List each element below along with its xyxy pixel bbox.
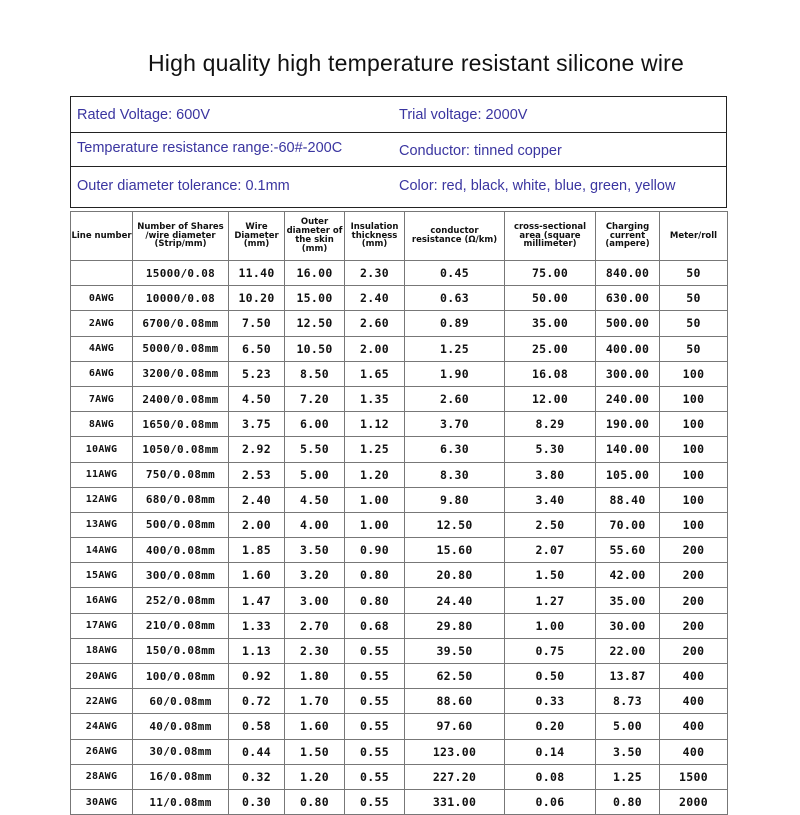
cell-wire-diameter: 0.32 — [229, 764, 285, 789]
cell-current: 55.60 — [596, 538, 660, 563]
cell-resistance: 24.40 — [405, 588, 505, 613]
cell-resistance: 15.60 — [405, 538, 505, 563]
cell-meter-roll: 400 — [660, 664, 728, 689]
cell-resistance: 0.45 — [405, 261, 505, 286]
cell-wire-diameter: 0.44 — [229, 739, 285, 764]
cell-line-number: 15AWG — [71, 563, 133, 588]
cell-insulation: 2.60 — [345, 311, 405, 336]
cell-current: 500.00 — [596, 311, 660, 336]
cell-current: 300.00 — [596, 361, 660, 386]
cell-outer-diameter: 2.30 — [285, 638, 345, 663]
cell-meter-roll: 400 — [660, 689, 728, 714]
cell-resistance: 39.50 — [405, 638, 505, 663]
cell-wire-diameter: 0.30 — [229, 789, 285, 814]
cell-outer-diameter: 10.50 — [285, 336, 345, 361]
cell-meter-roll: 100 — [660, 412, 728, 437]
header-outer-diameter: Outer diameter of the skin (mm) — [285, 212, 345, 261]
spec-row — [71, 132, 726, 167]
cell-insulation: 0.80 — [345, 563, 405, 588]
cell-cross-section: 12.00 — [505, 386, 596, 411]
cell-outer-diameter: 1.50 — [285, 739, 345, 764]
cell-shares: 750/0.08mm — [133, 462, 229, 487]
table-row — [71, 336, 728, 361]
table-row — [71, 462, 728, 487]
cell-shares: 3200/0.08mm — [133, 361, 229, 386]
cell-shares: 11/0.08mm — [133, 789, 229, 814]
cell-cross-section: 1.00 — [505, 613, 596, 638]
cell-insulation: 1.00 — [345, 512, 405, 537]
wire-colors: Color: red, black, white, blue, green, yellow — [399, 178, 676, 194]
cell-insulation: 1.65 — [345, 361, 405, 386]
cell-shares: 210/0.08mm — [133, 613, 229, 638]
cell-meter-roll: 200 — [660, 538, 728, 563]
cell-resistance: 1.25 — [405, 336, 505, 361]
cell-insulation: 1.00 — [345, 487, 405, 512]
cell-meter-roll: 200 — [660, 638, 728, 663]
cell-insulation: 1.35 — [345, 386, 405, 411]
cell-outer-diameter: 5.00 — [285, 462, 345, 487]
cell-cross-section: 0.08 — [505, 764, 596, 789]
cell-meter-roll: 50 — [660, 261, 728, 286]
table-row — [71, 714, 728, 739]
cell-cross-section: 2.07 — [505, 538, 596, 563]
rated-voltage: Rated Voltage: 600V — [77, 107, 211, 123]
cell-line-number: 6AWG — [71, 361, 133, 386]
cell-insulation: 1.12 — [345, 412, 405, 437]
cell-resistance: 29.80 — [405, 613, 505, 638]
cell-line-number: 4AWG — [71, 336, 133, 361]
cell-wire-diameter: 1.47 — [229, 588, 285, 613]
cell-current: 22.00 — [596, 638, 660, 663]
cell-wire-diameter: 6.50 — [229, 336, 285, 361]
cell-line-number: 14AWG — [71, 538, 133, 563]
cell-outer-diameter: 7.20 — [285, 386, 345, 411]
cell-line-number: 0AWG — [71, 286, 133, 311]
header-cross-section: cross-sectional area (square millimeter) — [505, 212, 596, 261]
cell-resistance: 12.50 — [405, 512, 505, 537]
cell-wire-diameter: 3.75 — [229, 412, 285, 437]
cell-cross-section: 50.00 — [505, 286, 596, 311]
header-meter-roll: Meter/roll — [660, 212, 728, 261]
header-current: Charging current (ampere) — [596, 212, 660, 261]
cell-line-number: 13AWG — [71, 512, 133, 537]
cell-insulation: 2.30 — [345, 261, 405, 286]
cell-insulation: 1.25 — [345, 437, 405, 462]
header-shares: Number of Shares /wire diameter (Strip/mm) — [133, 212, 229, 261]
cell-resistance: 2.60 — [405, 386, 505, 411]
cell-shares: 500/0.08mm — [133, 512, 229, 537]
page-title: High quality high temperature resistant silicone wire — [147, 50, 685, 76]
cell-meter-roll: 200 — [660, 613, 728, 638]
cell-meter-roll: 2000 — [660, 789, 728, 814]
cell-wire-diameter: 0.92 — [229, 664, 285, 689]
table-row — [71, 261, 728, 286]
cell-resistance: 9.80 — [405, 487, 505, 512]
cell-meter-roll: 100 — [660, 512, 728, 537]
cell-meter-roll: 50 — [660, 311, 728, 336]
cell-line-number: 22AWG — [71, 689, 133, 714]
cell-current: 3.50 — [596, 739, 660, 764]
cell-resistance: 20.80 — [405, 563, 505, 588]
cell-cross-section: 16.08 — [505, 361, 596, 386]
cell-resistance: 6.30 — [405, 437, 505, 462]
cell-meter-roll: 100 — [660, 437, 728, 462]
cell-meter-roll: 50 — [660, 336, 728, 361]
cell-shares: 1650/0.08mm — [133, 412, 229, 437]
spec-row — [71, 97, 726, 133]
cell-outer-diameter: 16.00 — [285, 261, 345, 286]
cell-shares: 300/0.08mm — [133, 563, 229, 588]
table-row — [71, 638, 728, 663]
wire-spec-table — [70, 211, 728, 815]
table-row — [71, 739, 728, 764]
table-row — [71, 412, 728, 437]
cell-cross-section: 25.00 — [505, 336, 596, 361]
cell-outer-diameter: 1.60 — [285, 714, 345, 739]
cell-wire-diameter: 1.33 — [229, 613, 285, 638]
spec-row — [71, 166, 726, 206]
cell-wire-diameter: 2.92 — [229, 437, 285, 462]
cell-current: 88.40 — [596, 487, 660, 512]
cell-line-number: 20AWG — [71, 664, 133, 689]
cell-cross-section: 3.40 — [505, 487, 596, 512]
cell-shares: 252/0.08mm — [133, 588, 229, 613]
cell-insulation: 0.55 — [345, 789, 405, 814]
cell-outer-diameter: 6.00 — [285, 412, 345, 437]
cell-outer-diameter: 3.00 — [285, 588, 345, 613]
temperature-range: Temperature resistance range:-60#-200C — [77, 140, 343, 156]
cell-outer-diameter: 1.20 — [285, 764, 345, 789]
cell-shares: 6700/0.08mm — [133, 311, 229, 336]
cell-shares: 5000/0.08mm — [133, 336, 229, 361]
cell-outer-diameter: 2.70 — [285, 613, 345, 638]
header-resistance: conductor resistance (Ω/km) — [405, 212, 505, 261]
cell-current: 630.00 — [596, 286, 660, 311]
cell-current: 42.00 — [596, 563, 660, 588]
cell-wire-diameter: 2.40 — [229, 487, 285, 512]
table-row — [71, 588, 728, 613]
cell-insulation: 0.68 — [345, 613, 405, 638]
cell-line-number: 8AWG — [71, 412, 133, 437]
cell-shares: 40/0.08mm — [133, 714, 229, 739]
cell-current: 1.25 — [596, 764, 660, 789]
table-row — [71, 286, 728, 311]
cell-wire-diameter: 4.50 — [229, 386, 285, 411]
cell-cross-section: 8.29 — [505, 412, 596, 437]
trial-voltage: Trial voltage: 2000V — [399, 107, 528, 123]
cell-outer-diameter: 4.00 — [285, 512, 345, 537]
header-insulation: Insulation thickness (mm) — [345, 212, 405, 261]
cell-resistance: 8.30 — [405, 462, 505, 487]
cell-line-number: 12AWG — [71, 487, 133, 512]
cell-current: 840.00 — [596, 261, 660, 286]
table-row — [71, 689, 728, 714]
cell-resistance: 0.63 — [405, 286, 505, 311]
cell-cross-section: 0.06 — [505, 789, 596, 814]
conductor-material: Conductor: tinned copper — [399, 143, 562, 159]
cell-line-number: 10AWG — [71, 437, 133, 462]
cell-wire-diameter: 2.00 — [229, 512, 285, 537]
cell-line-number: 18AWG — [71, 638, 133, 663]
cell-meter-roll: 1500 — [660, 764, 728, 789]
spec-box — [70, 96, 727, 208]
cell-shares: 16/0.08mm — [133, 764, 229, 789]
cell-wire-diameter: 0.72 — [229, 689, 285, 714]
cell-shares: 400/0.08mm — [133, 538, 229, 563]
cell-current: 400.00 — [596, 336, 660, 361]
cell-wire-diameter: 1.60 — [229, 563, 285, 588]
cell-meter-roll: 100 — [660, 462, 728, 487]
cell-resistance: 3.70 — [405, 412, 505, 437]
cell-line-number: 2AWG — [71, 311, 133, 336]
cell-cross-section: 0.50 — [505, 664, 596, 689]
cell-shares: 10000/0.08 — [133, 286, 229, 311]
table-row — [71, 538, 728, 563]
outer-diameter-tolerance: Outer diameter tolerance: 0.1mm — [77, 178, 290, 194]
cell-current: 105.00 — [596, 462, 660, 487]
cell-cross-section: 35.00 — [505, 311, 596, 336]
cell-wire-diameter: 2.53 — [229, 462, 285, 487]
cell-line-number — [71, 261, 133, 286]
cell-resistance: 1.90 — [405, 361, 505, 386]
cell-outer-diameter: 1.70 — [285, 689, 345, 714]
cell-shares: 680/0.08mm — [133, 487, 229, 512]
table-row — [71, 311, 728, 336]
cell-line-number: 26AWG — [71, 739, 133, 764]
cell-resistance: 123.00 — [405, 739, 505, 764]
cell-current: 70.00 — [596, 512, 660, 537]
table-row — [71, 487, 728, 512]
cell-insulation: 0.55 — [345, 638, 405, 663]
cell-line-number: 24AWG — [71, 714, 133, 739]
cell-shares: 15000/0.08 — [133, 261, 229, 286]
cell-shares: 60/0.08mm — [133, 689, 229, 714]
cell-cross-section: 1.27 — [505, 588, 596, 613]
cell-cross-section: 0.33 — [505, 689, 596, 714]
cell-cross-section: 2.50 — [505, 512, 596, 537]
cell-shares: 30/0.08mm — [133, 739, 229, 764]
table-row — [71, 386, 728, 411]
cell-meter-roll: 400 — [660, 714, 728, 739]
cell-wire-diameter: 1.13 — [229, 638, 285, 663]
table-row — [71, 563, 728, 588]
cell-line-number: 16AWG — [71, 588, 133, 613]
cell-shares: 150/0.08mm — [133, 638, 229, 663]
table-row — [71, 512, 728, 537]
cell-wire-diameter: 10.20 — [229, 286, 285, 311]
header-wire-diameter: Wire Diameter (mm) — [229, 212, 285, 261]
cell-current: 35.00 — [596, 588, 660, 613]
cell-insulation: 0.90 — [345, 538, 405, 563]
cell-meter-roll: 100 — [660, 487, 728, 512]
cell-insulation: 0.55 — [345, 739, 405, 764]
cell-cross-section: 75.00 — [505, 261, 596, 286]
cell-shares: 1050/0.08mm — [133, 437, 229, 462]
cell-cross-section: 3.80 — [505, 462, 596, 487]
cell-current: 13.87 — [596, 664, 660, 689]
cell-outer-diameter: 4.50 — [285, 487, 345, 512]
cell-outer-diameter: 1.80 — [285, 664, 345, 689]
cell-meter-roll: 50 — [660, 286, 728, 311]
cell-current: 0.80 — [596, 789, 660, 814]
cell-resistance: 88.60 — [405, 689, 505, 714]
cell-outer-diameter: 5.50 — [285, 437, 345, 462]
cell-insulation: 1.20 — [345, 462, 405, 487]
cell-outer-diameter: 3.50 — [285, 538, 345, 563]
cell-insulation: 0.80 — [345, 588, 405, 613]
cell-insulation: 0.55 — [345, 689, 405, 714]
cell-meter-roll: 100 — [660, 386, 728, 411]
table-row — [71, 664, 728, 689]
cell-current: 30.00 — [596, 613, 660, 638]
cell-line-number: 28AWG — [71, 764, 133, 789]
cell-insulation: 2.40 — [345, 286, 405, 311]
cell-resistance: 97.60 — [405, 714, 505, 739]
cell-resistance: 227.20 — [405, 764, 505, 789]
cell-wire-diameter: 1.85 — [229, 538, 285, 563]
cell-resistance: 331.00 — [405, 789, 505, 814]
table-row — [71, 437, 728, 462]
cell-wire-diameter: 7.50 — [229, 311, 285, 336]
cell-outer-diameter: 12.50 — [285, 311, 345, 336]
table-row — [71, 789, 728, 814]
cell-resistance: 0.89 — [405, 311, 505, 336]
cell-cross-section: 0.14 — [505, 739, 596, 764]
cell-current: 8.73 — [596, 689, 660, 714]
table-header-row — [71, 212, 728, 261]
cell-outer-diameter: 0.80 — [285, 789, 345, 814]
cell-insulation: 0.55 — [345, 664, 405, 689]
cell-insulation: 0.55 — [345, 764, 405, 789]
cell-wire-diameter: 5.23 — [229, 361, 285, 386]
cell-meter-roll: 200 — [660, 588, 728, 613]
table-row — [71, 613, 728, 638]
table-row — [71, 764, 728, 789]
cell-insulation: 0.55 — [345, 714, 405, 739]
cell-line-number: 30AWG — [71, 789, 133, 814]
cell-cross-section: 1.50 — [505, 563, 596, 588]
cell-wire-diameter: 0.58 — [229, 714, 285, 739]
header-line-number: Line number — [71, 212, 133, 261]
cell-meter-roll: 200 — [660, 563, 728, 588]
cell-meter-roll: 400 — [660, 739, 728, 764]
cell-insulation: 2.00 — [345, 336, 405, 361]
cell-outer-diameter: 8.50 — [285, 361, 345, 386]
cell-line-number: 7AWG — [71, 386, 133, 411]
cell-outer-diameter: 15.00 — [285, 286, 345, 311]
cell-resistance: 62.50 — [405, 664, 505, 689]
cell-shares: 100/0.08mm — [133, 664, 229, 689]
cell-line-number: 17AWG — [71, 613, 133, 638]
cell-line-number: 11AWG — [71, 462, 133, 487]
cell-wire-diameter: 11.40 — [229, 261, 285, 286]
table-row — [71, 361, 728, 386]
cell-outer-diameter: 3.20 — [285, 563, 345, 588]
cell-shares: 2400/0.08mm — [133, 386, 229, 411]
cell-cross-section: 5.30 — [505, 437, 596, 462]
cell-current: 5.00 — [596, 714, 660, 739]
cell-cross-section: 0.75 — [505, 638, 596, 663]
cell-current: 190.00 — [596, 412, 660, 437]
cell-cross-section: 0.20 — [505, 714, 596, 739]
cell-meter-roll: 100 — [660, 361, 728, 386]
cell-current: 240.00 — [596, 386, 660, 411]
cell-current: 140.00 — [596, 437, 660, 462]
